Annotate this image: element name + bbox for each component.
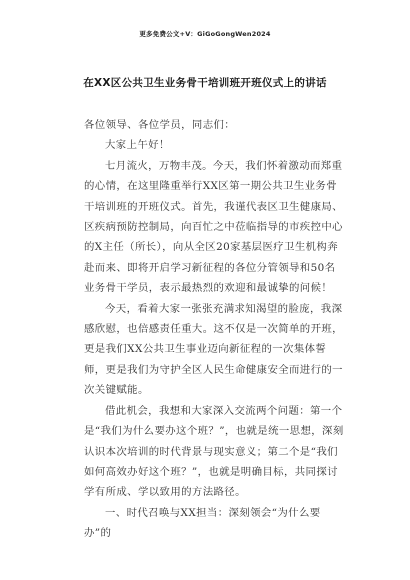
body-paragraph: 今天，看着大家一张张充满求知渴望的脸庞，我深感欣慰，也倍感责任重大。这不仅是一次简单的开班，更是我们XX公共卫生事业迈向新征程的一次集体誓师，更是我们为守护全区人民生命健康安全而进行的一次关键赋能。 [84, 302, 343, 397]
header-note: 更多免费公文+V：GiGoGongWen2024 [139, 30, 271, 38]
salutation-paragraph: 各位领导、各位学员，同志们： [84, 119, 236, 131]
document-title: 在XX区公共卫生业务骨干培训班开班仪式上的讲话 [83, 77, 327, 89]
body-paragraph: 七月流火，万物丰茂。今天，我们怀着激动而郑重的心情，在这里隆重举行XX区第一期公共卫生业务骨干培训班的开班仪式。首先，我谨代表区卫生健康局、区疾病预防控制局，向百忙之中莅临指导的市疾控中心的X主任（所长），向从全区20家基层医疗卫生机构奔赴而来、即将开启学习新征程的各位分管领导和50名业务骨干学员，表示最热烈的欢迎和最诚挚的问候！ [84, 159, 343, 295]
greeting-paragraph: 大家上午好！ [105, 139, 170, 152]
document-body [84, 115, 344, 544]
section-heading-paragraph: 一、时代召唤与XX担当：深刻领会“为什么要办”的 [84, 506, 321, 540]
body-paragraph: 借此机会，我想和大家深入交流两个问题：第一个是“我们为什么要办这个班？”，也就是统一思想，深刻认识本次培训的时代背景与现实意义；第二个是“我们如何高效办好这个班？”，也就是明确目标，共同探讨学有所成、学以致用的方法路径。 [84, 404, 344, 499]
